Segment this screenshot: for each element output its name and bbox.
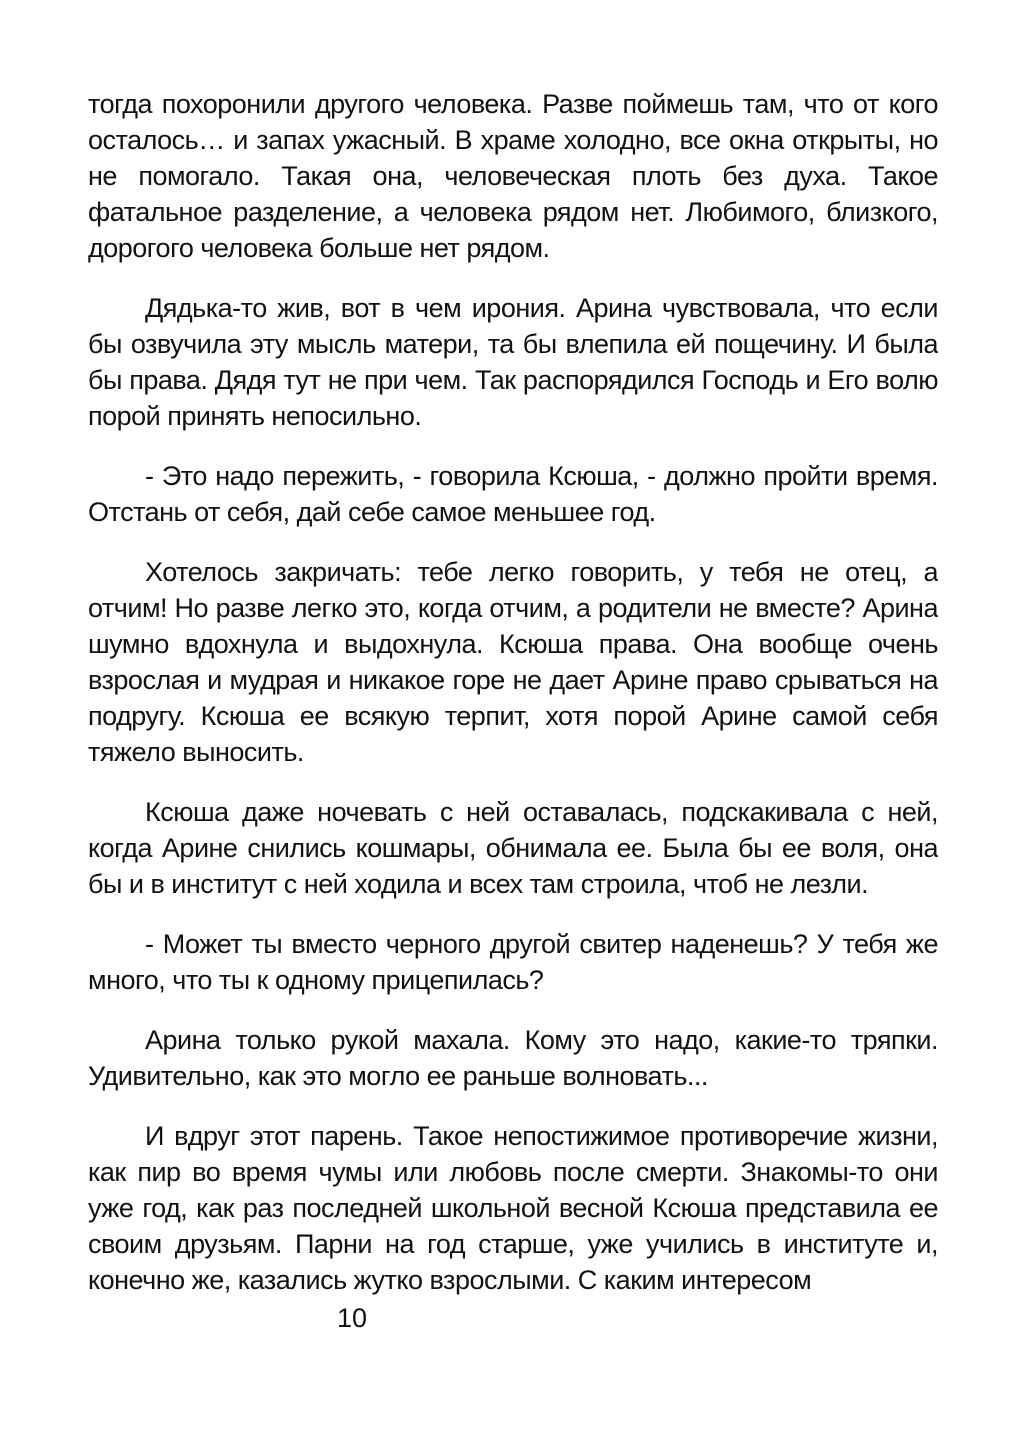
body-paragraph: И вдруг этот парень. Такое непостижимое противоречие жизни, как пир во время чумы или любовь после смерти. Знакомы-то они уже год, как раз последней школьной весной Ксюша представила ее своим друзьям. Парни на год старше, уже учились в институте и, конечно же, казались жутко взрослыми. С каким интересом	[88, 1121, 938, 1295]
body-paragraph: тогда похоронили другого человека. Разве поймешь там, что от кого осталось… и запах ужасный. В храме холодно, все окна открыты, но не помогало. Такая она, человеческая плоть без духа. Такое фатальное разделение, а человека рядом нет. Любимого, близкого, дорогого человека больше нет рядом.	[88, 89, 938, 263]
page-number: 10	[336, 1303, 368, 1333]
body-paragraph: Хотелось закричать: тебе легко говорить, у тебя не отец, а отчим! Но разве легко это, когда отчим, а родители не вместе? Арина шумно вдохнула и выдохнула. Ксюша права. Она вообще очень взрослая и мудрая и никакое горе не дает Арине право срываться на подругу. Ксюша ее всякую терпит, хотя порой Арине самой себя тяжело выносить.	[88, 557, 938, 767]
body-text	[88, 86, 938, 1308]
body-paragraph: - Это надо пережить, - говорила Ксюша, - должно пройти время. Отстань от себя, дай себе самое меньшее год.	[88, 461, 938, 527]
body-paragraph: Ксюша даже ночевать с ней оставалась, подскакивала с ней, когда Арине снились кошмары, обнимала ее. Была бы ее воля, она бы и в институт с ней ходила и всех там строила, чтоб не лезли.	[88, 797, 938, 899]
body-paragraph: Арина только рукой махала. Кому это надо, какие-то тряпки. Удивительно, как это могло ее раньше волновать...	[88, 1025, 938, 1091]
body-paragraph: - Может ты вместо черного другой свитер наденешь? У тебя же много, что ты к одному прицепилась?	[88, 929, 938, 995]
body-paragraph: Дядька-то жив, вот в чем ирония. Арина чувствовала, что если бы озвучила эту мысль матери, та бы влепила ей пощечину. И была бы права. Дядя тут не при чем. Так распорядился Господь и Его волю порой принять непосильно.	[88, 293, 938, 431]
